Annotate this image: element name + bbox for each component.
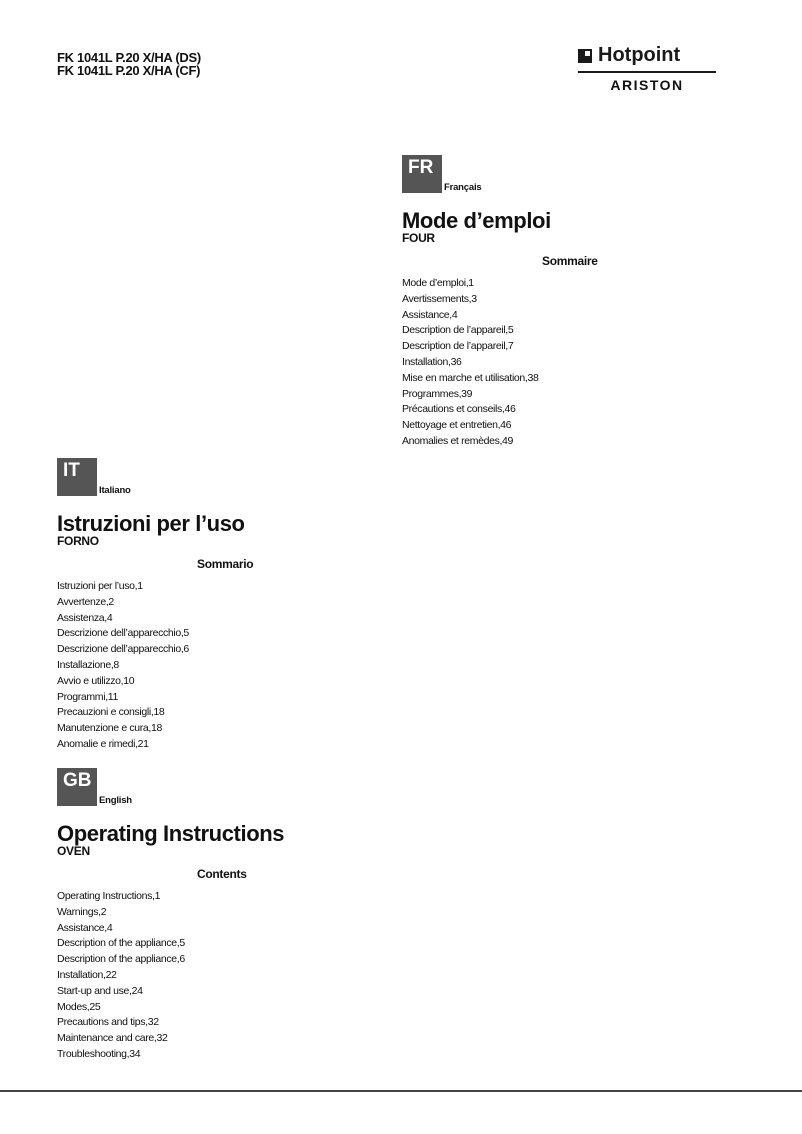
toc-item: Start-up and use,24 bbox=[57, 984, 143, 997]
toc-list bbox=[402, 276, 702, 450]
toc-item: Installazione,8 bbox=[57, 658, 119, 671]
toc-item: Description de l’appareil,7 bbox=[402, 340, 514, 353]
toc-item: Avvertenze,2 bbox=[57, 595, 114, 608]
toc-item: Mode d’emploi,1 bbox=[402, 277, 474, 289]
manual-title: Operating Instructions bbox=[57, 821, 285, 846]
toc-item: Précautions et conseils,46 bbox=[402, 403, 516, 416]
toc-item: Mise en marche et utilisation,38 bbox=[402, 371, 539, 384]
toc-item: Troubleshooting,34 bbox=[57, 1047, 141, 1060]
section-fr bbox=[402, 155, 702, 450]
toc-item: Manutenzione e cura,18 bbox=[57, 722, 162, 735]
toc-item: Nettoyage et entretien,46 bbox=[402, 419, 512, 432]
language-name: English bbox=[99, 795, 132, 806]
toc-item: Operating Instructions,1 bbox=[57, 890, 161, 902]
toc-item: Avertissements,3 bbox=[402, 292, 477, 305]
section-it bbox=[57, 458, 357, 753]
toc-item: Programmes,39 bbox=[402, 387, 473, 400]
logo-sub: ARISTON bbox=[610, 77, 684, 93]
toc-item: Maintenance and care,32 bbox=[57, 1032, 168, 1045]
language-badge: FR bbox=[402, 155, 442, 193]
toc-item: Description of the appliance,6 bbox=[57, 953, 185, 966]
toc-list bbox=[57, 579, 357, 753]
manual-subtitle: FORNO bbox=[57, 534, 99, 548]
manual-subtitle: FOUR bbox=[402, 231, 435, 245]
toc-item: Descrizione dell’apparecchio,5 bbox=[57, 627, 189, 640]
toc-item: Modes,25 bbox=[57, 1000, 101, 1013]
toc-item: Programmi,11 bbox=[57, 690, 118, 703]
language-badge: GB bbox=[57, 768, 97, 806]
model-number: FK 1041L P.20 X/HA (DS) bbox=[57, 50, 201, 65]
toc-item: Assistenza,4 bbox=[57, 611, 113, 624]
toc-item: Descrizione dell’apparecchio,6 bbox=[57, 643, 189, 656]
toc-item: Anomalie e rimedi,21 bbox=[57, 737, 149, 750]
section-gb bbox=[57, 768, 357, 1063]
toc-heading: Sommario bbox=[197, 557, 254, 571]
logo-mark-icon bbox=[578, 49, 592, 63]
toc-list bbox=[57, 889, 357, 1063]
toc-item: Installation,22 bbox=[57, 968, 117, 981]
manual-title: Istruzioni per l’uso bbox=[57, 511, 245, 536]
toc-item: Description of the appliance,5 bbox=[57, 937, 185, 950]
language-name: Italiano bbox=[99, 485, 131, 496]
toc-item: Istruzioni per l’uso,1 bbox=[57, 580, 143, 592]
toc-item: Warnings,2 bbox=[57, 905, 107, 918]
toc-item: Precautions and tips,32 bbox=[57, 1016, 159, 1029]
toc-item: Description de l’appareil,5 bbox=[402, 324, 514, 337]
model-number: FK 1041L P.20 X/HA (CF) bbox=[57, 63, 201, 78]
model-numbers bbox=[57, 51, 201, 77]
logo-brand: Hotpoint bbox=[598, 44, 681, 66]
toc-item: Assistance,4 bbox=[57, 921, 113, 934]
toc-item: Installation,36 bbox=[402, 355, 462, 368]
logo-divider bbox=[578, 71, 716, 73]
toc-item: Anomalies et remèdes,49 bbox=[402, 434, 514, 447]
toc-heading: Sommaire bbox=[542, 254, 598, 268]
footer-rule bbox=[0, 1090, 802, 1092]
toc-item: Precauzioni e consigli,18 bbox=[57, 706, 165, 719]
toc-item: Avvio e utilizzo,10 bbox=[57, 674, 135, 687]
manual-subtitle: OVEN bbox=[57, 844, 90, 858]
language-badge: IT bbox=[57, 458, 97, 496]
toc-item: Assistance,4 bbox=[402, 308, 458, 321]
manual-title: Mode d’emploi bbox=[402, 208, 551, 233]
language-name: Français bbox=[444, 182, 482, 193]
hotpoint-ariston-logo bbox=[578, 44, 716, 93]
toc-heading: Contents bbox=[197, 867, 247, 881]
